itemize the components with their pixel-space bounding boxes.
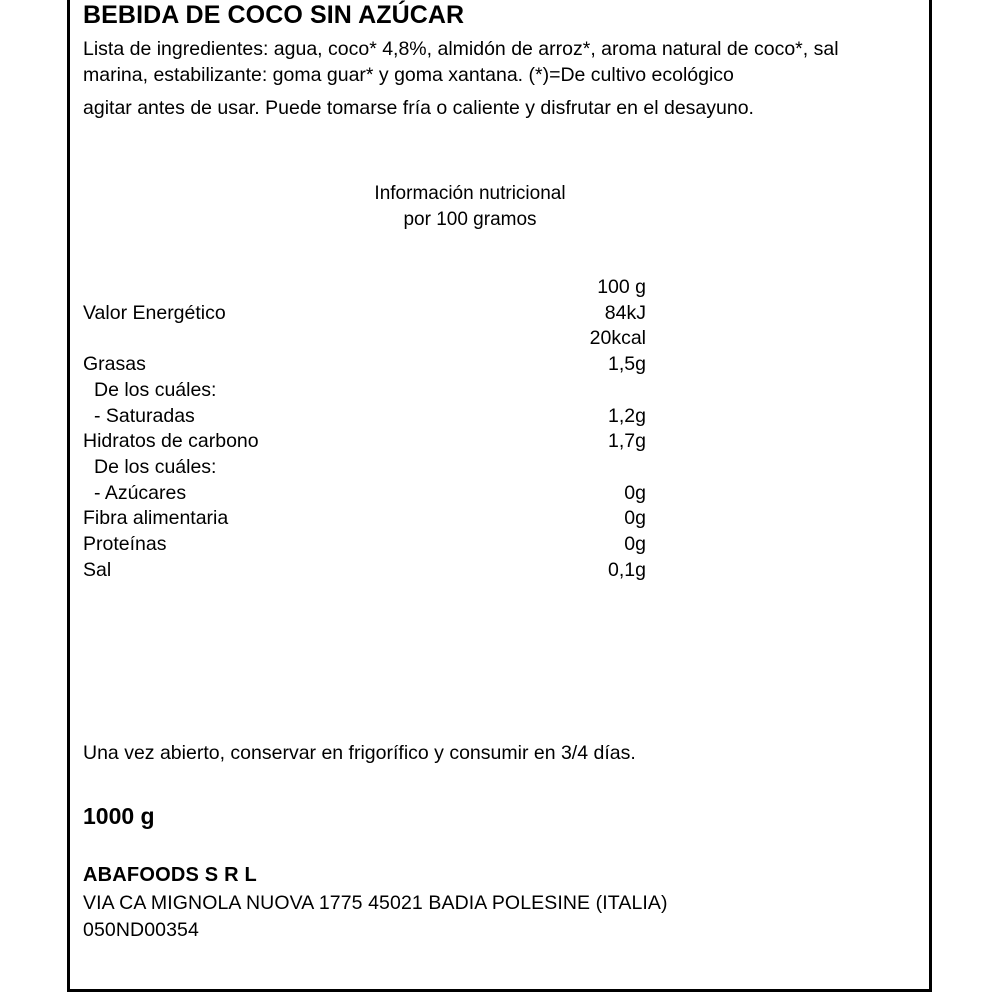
nutrition-table [83, 275, 648, 583]
nutrition-row [83, 532, 648, 558]
nutrition-table-header-row [83, 275, 648, 301]
nutrition-row [83, 378, 648, 404]
nutrition-row [83, 326, 648, 352]
ingredients-section [83, 37, 919, 122]
nutrition-row-value [507, 378, 648, 404]
batch-code: 050ND00354 [83, 919, 199, 941]
nutrition-column-header: 100 g [597, 276, 646, 298]
nutrition-row-label: Grasas [83, 353, 146, 376]
nutrition-row [83, 301, 648, 327]
nutrition-row [83, 352, 648, 378]
page-title: BEBIDA DE COCO SIN AZÚCAR [83, 1, 465, 29]
storage-instructions-text: Una vez abierto, conservar en frigorífico y consumir en 3/4 días. [83, 742, 636, 764]
product-label-panel [67, 0, 932, 992]
nutrition-header-blank [83, 275, 507, 301]
net-weight: 1000 g [83, 803, 155, 829]
nutrition-row [83, 404, 648, 430]
nutrition-row [83, 558, 648, 584]
label-footer [83, 741, 903, 943]
nutrition-row-label: Valor Energético [83, 301, 226, 324]
company-address: VIA CA MIGNOLA NUOVA 1775 45021 BADIA POLESINE (ITALIA) [83, 892, 668, 914]
nutrition-heading-line2: por 100 gramos [403, 209, 537, 230]
nutrition-row [83, 506, 648, 532]
company-name: ABAFOODS S R L [83, 864, 257, 886]
nutrition-row [83, 481, 648, 507]
nutrition-row-value: 0g [624, 507, 646, 530]
nutrition-row-value: 1,2g [608, 404, 646, 427]
nutrition-row-label: Fibra alimentaria [83, 507, 229, 530]
nutrition-row-value: 0g [624, 481, 646, 504]
nutrition-row-value [507, 455, 648, 481]
nutrition-row [83, 455, 648, 481]
nutrition-row-label: - Saturadas [94, 404, 195, 427]
nutrition-section [83, 181, 663, 583]
nutrition-row-value: 1,7g [608, 430, 646, 453]
nutrition-heading-line1: Información nutricional [374, 183, 566, 204]
label-content [83, 0, 919, 122]
nutrition-heading [0, 181, 950, 233]
nutrition-row-label: Hidratos de carbono [83, 430, 259, 453]
nutrition-row-value: 0g [624, 533, 646, 556]
nutrition-row-value: 20kcal [589, 327, 646, 350]
ingredients-text: Lista de ingredientes: agua, coco* 4,8%, almidón de arroz*, aroma natural de coco*, sal marina, estabilizante: goma guar* y goma xantana. (*)=De cultivo ecológico [83, 38, 839, 86]
nutrition-row-value: 84kJ [604, 301, 646, 324]
nutrition-row-label: Sal [83, 558, 112, 581]
nutrition-row-label: Proteínas [83, 533, 167, 556]
nutrition-row-label: De los cuáles: [94, 378, 217, 401]
nutrition-row-label: De los cuáles: [94, 455, 217, 478]
nutrition-row-label [83, 326, 507, 352]
nutrition-row [83, 429, 648, 455]
nutrition-row-value: 0,1g [608, 558, 646, 581]
nutrition-row-label: - Azúcares [94, 481, 187, 504]
usage-instructions-text: agitar antes de usar. Puede tomarse fría o caliente y disfrutar en el desayuno. [83, 97, 754, 119]
nutrition-row-value: 1,5g [608, 353, 646, 376]
